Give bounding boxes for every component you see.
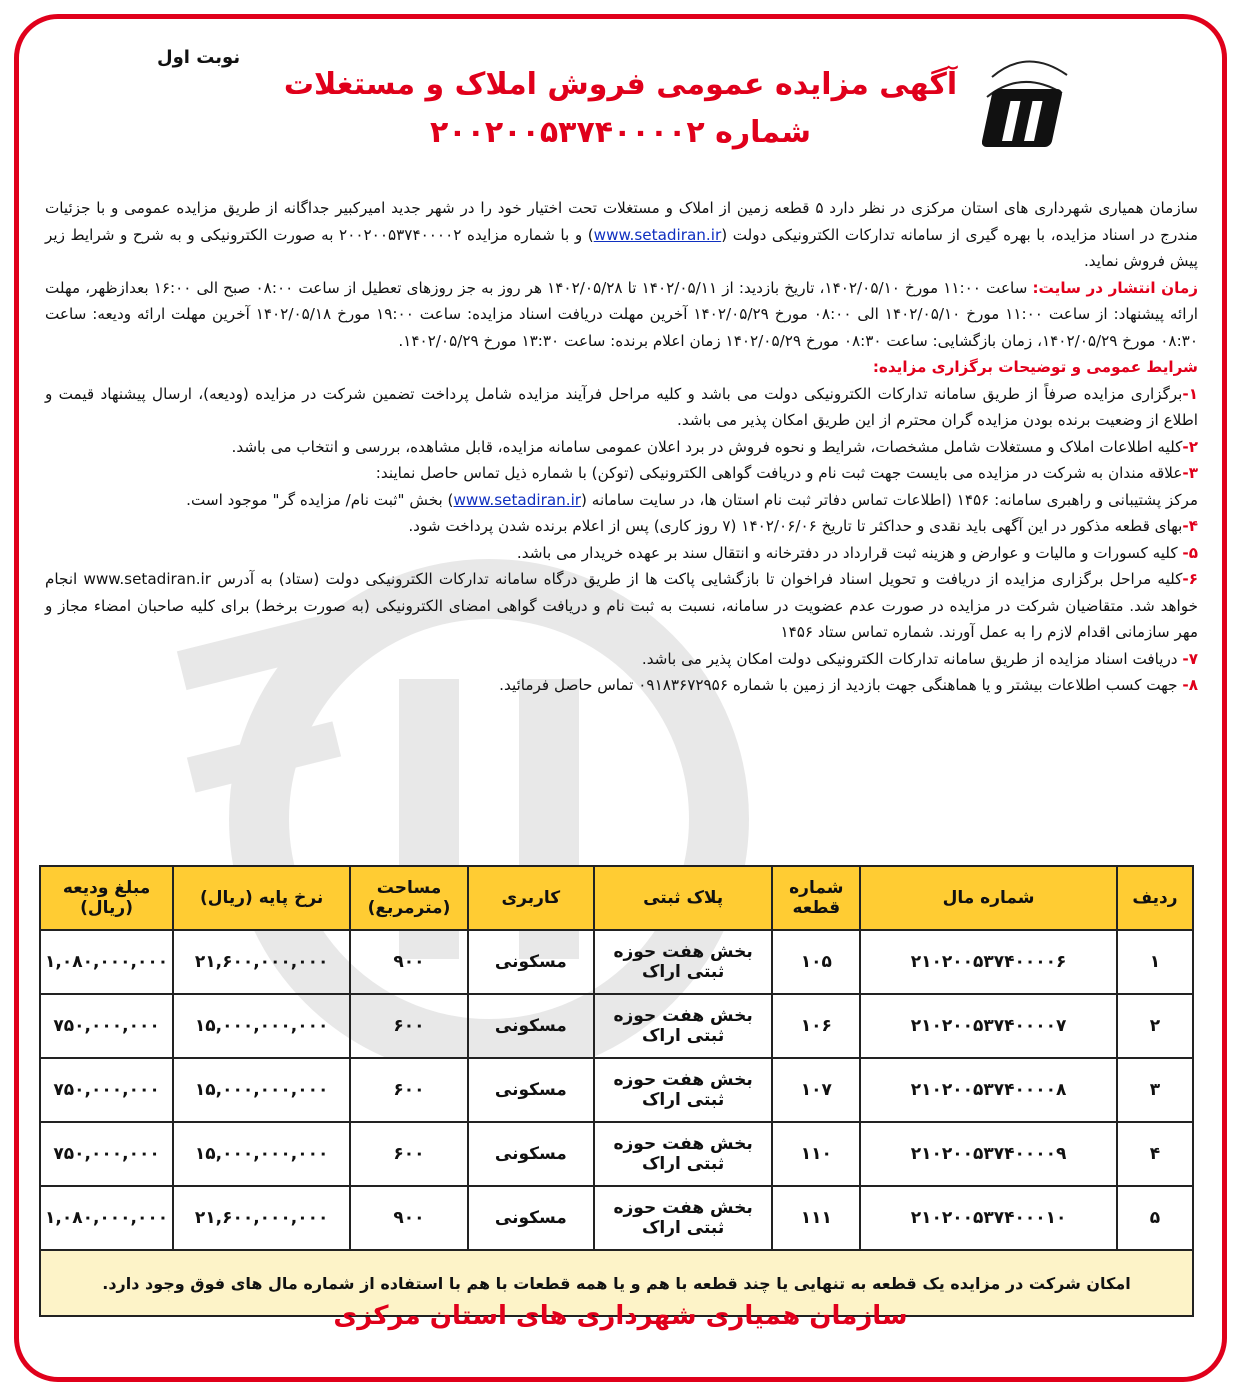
header-base-price: نرخ پایه (ریال)	[173, 866, 350, 930]
support-text-a: مرکز پشتیبانی و راهبری سامانه: ۱۴۵۶ (اطلاعات تماس دفاتر ثبت نام استان ها، در سایت سامانه (	[581, 490, 1198, 509]
cell-registration: بخش هفت حوزه ثبتی اراک	[594, 1122, 773, 1186]
cell-usage: مسکونی	[468, 1122, 594, 1186]
cell-asset-number: ۲۱۰۲۰۰۵۳۷۴۰۰۰۰۶	[860, 930, 1117, 994]
item-text: علاقه مندان به شرکت در مزایده می بایست جهت ثبت نام و دریافت گواهی الکترونیکی (توکن) با شماره ذیل تماس حاصل نمایند:	[375, 464, 1183, 482]
setadiran-link[interactable]: www.setadiran.ir	[453, 490, 582, 509]
cell-area: ۶۰۰	[350, 1058, 468, 1122]
intro-text-a: سازمان همیاری شهرداری های استان مرکزی در نظر دارد ۵ قطعه زمین از املاک و مستغلات تحت اختیار خود را در شهر جدید امیرکبیر جداگانه از طریق مزایده عمومی و با جزئیات مندرج در اسناد مزایده، با بهره گیری از سامانه تدارکات الکترونیکی دولت (	[45, 199, 1199, 244]
cell-area: ۶۰۰	[350, 1122, 468, 1186]
header-plot-number: شماره قطعه	[772, 866, 860, 930]
cell-registration: بخش هفت حوزه ثبتی اراک	[594, 994, 773, 1058]
cell-row-number: ۵	[1117, 1186, 1193, 1250]
cell-plot-number: ۱۰۵	[772, 930, 860, 994]
cell-base-price: ۱۵,۰۰۰,۰۰۰,۰۰۰	[173, 1122, 350, 1186]
item-number: ۱-	[1182, 384, 1198, 403]
condition-item-6	[45, 566, 1198, 646]
condition-item-4	[45, 513, 1198, 540]
cell-usage: مسکونی	[468, 1058, 594, 1122]
cell-deposit: ۷۵۰,۰۰۰,۰۰۰	[40, 1058, 173, 1122]
cell-asset-number: ۲۱۰۲۰۰۵۳۷۴۰۰۰۰۸	[860, 1058, 1117, 1122]
cell-asset-number: ۲۱۰۲۰۰۵۳۷۴۰۰۰۰۷	[860, 994, 1117, 1058]
cell-plot-number: ۱۱۱	[772, 1186, 860, 1250]
properties-table	[39, 865, 1194, 1317]
header-row-number: ردیف	[1117, 866, 1193, 930]
cell-usage: مسکونی	[468, 1186, 594, 1250]
cell-deposit: ۷۵۰,۰۰۰,۰۰۰	[40, 1122, 173, 1186]
item-text: بهای قطعه مذکور در این آگهی باید نقدی و حداکثر تا تاریخ ۱۴۰۲/۰۶/۰۶ (۷ روز کاری) پس از اعلام برنده شدن پرداخت شود.	[408, 517, 1183, 535]
item-number: ۲-	[1182, 437, 1198, 456]
item-number: ۸-	[1182, 676, 1198, 694]
cell-usage: مسکونی	[468, 994, 594, 1058]
cell-base-price: ۲۱,۶۰۰,۰۰۰,۰۰۰	[173, 930, 350, 994]
condition-item-2	[45, 434, 1198, 461]
intro-text-b: ) و با شماره مزایده ۲۰۰۲۰۰۵۳۷۴۰۰۰۰۲ به صورت الکترونیکی و به شرح و شرایط زیر پیش فروش نماید.	[45, 225, 1198, 270]
cell-deposit: ۱,۰۸۰,۰۰۰,۰۰۰	[40, 930, 173, 994]
notice-title	[19, 61, 1222, 157]
support-text-b: ) بخش "ثبت نام/ مزایده گر" موجود است.	[186, 490, 454, 509]
cell-asset-number: ۲۱۰۲۰۰۵۳۷۴۰۰۰۱۰	[860, 1186, 1117, 1250]
cell-plot-number: ۱۰۶	[772, 994, 860, 1058]
notice-frame	[14, 14, 1227, 1382]
cell-deposit: ۷۵۰,۰۰۰,۰۰۰	[40, 994, 173, 1058]
table-header-row	[40, 866, 1193, 930]
notice-body	[45, 195, 1198, 699]
cell-registration: بخش هفت حوزه ثبتی اراک	[594, 930, 773, 994]
cell-row-number: ۴	[1117, 1122, 1193, 1186]
item-number: ۷-	[1182, 649, 1198, 668]
cell-base-price: ۲۱,۶۰۰,۰۰۰,۰۰۰	[173, 1186, 350, 1250]
condition-item-5	[45, 540, 1198, 567]
item-number: ۴-	[1182, 517, 1198, 535]
conditions-label: شرایط عمومی و توضیحات برگزاری مزایده:	[872, 358, 1198, 376]
header-usage: کاربری	[468, 866, 594, 930]
condition-item-7	[45, 646, 1198, 673]
title-line-1: آگهی مزایده عمومی فروش املاک و مستغلات	[283, 67, 958, 102]
cell-plot-number: ۱۱۰	[772, 1122, 860, 1186]
cell-row-number: ۱	[1117, 930, 1193, 994]
round-label: نوبت اول	[157, 47, 241, 68]
cell-area: ۹۰۰	[350, 1186, 468, 1250]
table-row	[40, 1122, 1193, 1186]
item-text: کلیه کسورات و مالیات و عوارض و هزینه ثبت قرارداد در دفترخانه و انتقال سند بر عهده خریدار می باشد.	[516, 543, 1183, 562]
cell-plot-number: ۱۰۷	[772, 1058, 860, 1122]
item-text: کلیه اطلاعات املاک و مستغلات شامل مشخصات، شرایط و نحوه فروش در برد اعلان عمومی سامانه مزایده، قابل مشاهده، بررسی و انتخاب می باشد.	[231, 437, 1183, 456]
setadiran-link[interactable]: www.setadiran.ir	[593, 225, 722, 244]
cell-area: ۹۰۰	[350, 930, 468, 994]
cell-base-price: ۱۵,۰۰۰,۰۰۰,۰۰۰	[173, 994, 350, 1058]
table-row	[40, 994, 1193, 1058]
cell-area: ۶۰۰	[350, 994, 468, 1058]
item-text: دریافت اسناد مزایده از طریق سامانه تدارکات الکترونیکی دولت امکان پذیر می باشد.	[641, 649, 1183, 668]
support-paragraph	[45, 487, 1198, 514]
condition-item-8	[45, 672, 1198, 699]
cell-base-price: ۱۵,۰۰۰,۰۰۰,۰۰۰	[173, 1058, 350, 1122]
header-deposit: مبلغ ودیعه (ریال)	[40, 866, 173, 930]
item-text: برگزاری مزایده صرفاً از طریق سامانه تدارکات الکترونیکی دولت می باشد و کلیه مراحل فرآیند مزایده شامل پرداخت تضمین شرکت در مزایده (ودیعه)، ارسال پیشنهاد قیمت و اطلاع از وضعیت برنده بودن مزایده گران محترم از این طریق امکان پذیر می باشد.	[45, 384, 1198, 429]
table-note: امکان شرکت در مزایده یک قطعه به تنهایی یا چند قطعه با هم و یا همه قطعات با هم با استفاده از شماره مال های فوق وجود دارد.	[40, 1250, 1193, 1316]
timing-paragraph	[45, 275, 1198, 355]
condition-item-1	[45, 381, 1198, 434]
cell-deposit: ۱,۰۸۰,۰۰۰,۰۰۰	[40, 1186, 173, 1250]
condition-item-3	[45, 460, 1198, 487]
header-asset-number: شماره مال	[860, 866, 1117, 930]
item-number: ۵-	[1182, 543, 1198, 562]
cell-registration: بخش هفت حوزه ثبتی اراک	[594, 1186, 773, 1250]
item-text: کلیه مراحل برگزاری مزایده از دریافت و تحویل اسناد فراخوان تا بازگشایی پاکت ها از طریق درگاه سامانه تدارکات الکترونیکی دولت (ستاد) به آدرس www.setadiran.ir انجام خواهد شد. متقاضیان شرکت در مزایده در صورت عدم عضویت در سامانه، نسبت به ثبت نام و دریافت گواهی امضای الکترونیکی (به صورت برخط) برای کلیه صاحبان امضاء مجاز و مهر سازمانی اقدام لازم را به عمل آورند. شماره تماس ستاد ۱۴۵۶	[45, 570, 1198, 641]
timing-text: ساعت ۱۱:۰۰ مورخ ۱۴۰۲/۰۵/۱۰، تاریخ بازدید: از ۱۴۰۲/۰۵/۱۱ تا ۱۴۰۲/۰۵/۲۸ هر روز به جز روزهای تعطیل از ساعت ۰۸:۰۰ صبح الی ۱۶:۰۰ بعدازظهر، مهلت ارائه پیشنهاد: از ساعت ۱۱:۰۰ مورخ ۱۴۰۲/۰۵/۱۰ الی ۰۸:۰۰ مورخ ۱۴۰۲/۰۵/۲۹ آخرین مهلت دریافت اسناد مزایده: ساعت ۱۹:۰۰ مورخ ۱۴۰۲/۰۵/۱۸ آخرین مهلت ارائه ودیعه: ساعت ۰۸:۳۰ مورخ ۱۴۰۲/۰۵/۲۹، زمان بازگشایی: ساعت ۰۸:۳۰ مورخ ۱۴۰۲/۰۵/۲۹ زمان اعلام برنده: ساعت ۱۳:۳۰ مورخ ۱۴۰۲/۰۵/۲۹.	[45, 278, 1198, 350]
table-row	[40, 1058, 1193, 1122]
table-row	[40, 930, 1193, 994]
footer-organization: سازمان همیاری شهرداری های استان مرکزی	[333, 1301, 908, 1331]
header-area: مساحت (مترمربع)	[350, 866, 468, 930]
cell-row-number: ۲	[1117, 994, 1193, 1058]
cell-row-number: ۳	[1117, 1058, 1193, 1122]
cell-asset-number: ۲۱۰۲۰۰۵۳۷۴۰۰۰۰۹	[860, 1122, 1117, 1186]
table-row	[40, 1186, 1193, 1250]
item-number: ۳-	[1182, 464, 1198, 482]
timing-label: زمان انتشار در سایت:	[1032, 278, 1198, 297]
cell-usage: مسکونی	[468, 930, 594, 994]
title-line-2: شماره ۲۰۰۲۰۰۵۳۷۴۰۰۰۰۲	[430, 115, 811, 150]
item-text: جهت کسب اطلاعات بیشتر و یا هماهنگی جهت بازدید از زمین با شماره ۰۹۱۸۳۶۷۲۹۵۶ تماس حاصل فرمائید.	[499, 676, 1183, 694]
item-number: ۶-	[1182, 570, 1199, 588]
intro-paragraph	[45, 195, 1198, 275]
header-registration: پلاک ثبتی	[594, 866, 773, 930]
cell-registration: بخش هفت حوزه ثبتی اراک	[594, 1058, 773, 1122]
